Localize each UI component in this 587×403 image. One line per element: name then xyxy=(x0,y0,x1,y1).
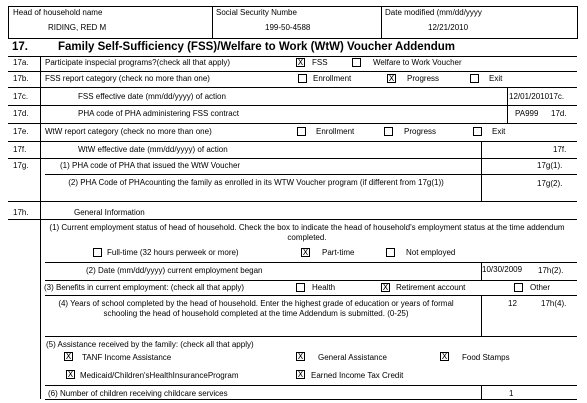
general-information-heading: General Information xyxy=(74,208,145,217)
hoh-label: Head of household name xyxy=(13,8,103,17)
retirement-account-label: Retirement account xyxy=(396,283,466,292)
wtw-progress-checkbox[interactable] xyxy=(384,127,393,136)
full-time-checkbox[interactable] xyxy=(93,248,102,257)
row-17a-label: Participate inspecial programs?(check all that apply) xyxy=(45,58,230,67)
tanf-label: TANF Income Assistance xyxy=(82,353,172,362)
section-number: 17. xyxy=(12,41,28,53)
row-rule xyxy=(8,71,577,72)
wtw-progress-label: Progress xyxy=(404,127,437,136)
row-rule xyxy=(45,399,577,400)
childcare-count-value[interactable]: 1 xyxy=(509,389,514,398)
years-of-school-question: (4) Years of school completed by the head of household. Enter the highest grade of education or years of formal schooling the head of household completed at the time Addendum is submitted. (0-25) xyxy=(58,299,454,318)
wtw-exit-label: Exit xyxy=(492,127,506,136)
other-benefit-label: Other xyxy=(530,283,551,292)
row-17e-number: 17e. xyxy=(13,127,29,136)
medicaid-chip-checkbox[interactable]: X xyxy=(67,370,74,379)
fss-option-label: FSS xyxy=(312,58,328,67)
wtw-exit-checkbox[interactable] xyxy=(473,127,482,136)
value-column-rule xyxy=(481,385,482,399)
header-bottom-rule xyxy=(8,38,577,39)
row-rule xyxy=(45,385,577,386)
ssn-label: Social Security Numbe xyxy=(216,8,297,17)
fss-enrollment-label: Enrollment xyxy=(313,74,352,83)
eitc-label: Earned Income Tax Credit xyxy=(311,371,404,380)
tanf-checkbox[interactable]: X xyxy=(65,352,72,361)
fss-effective-date-value[interactable]: 12/01/2010 xyxy=(509,92,550,101)
food-stamps-label: Food Stamps xyxy=(462,353,510,362)
other-benefit-checkbox[interactable] xyxy=(514,283,523,292)
row-17a-number: 17a. xyxy=(13,58,29,67)
full-time-label: Full-time (32 hours perweek or more) xyxy=(107,248,239,257)
header-divider-1 xyxy=(212,6,213,39)
header-left-rule xyxy=(8,6,9,39)
date-modified-value[interactable]: 12/21/2010 xyxy=(428,23,469,32)
part-time-label: Part-time xyxy=(322,248,355,257)
employment-date-label: (2) Date (mm/dd/yyyy) current employment began xyxy=(86,266,263,275)
header-top-rule xyxy=(8,6,577,7)
row-rule xyxy=(8,158,577,159)
label-column-rule xyxy=(40,56,41,399)
childcare-label: (6) Number of children receiving childcare services xyxy=(48,389,228,398)
hoh-value[interactable]: RIDING, RED M xyxy=(48,23,107,32)
general-assistance-checkbox[interactable]: X xyxy=(297,352,304,361)
benefits-label: (3) Benefits in current employment: (check all that apply) xyxy=(44,283,245,292)
row-17c-tag: 17c. xyxy=(549,92,565,101)
wtw-enrollment-label: Enrollment xyxy=(316,127,355,136)
fss-progress-checkbox[interactable]: X xyxy=(388,74,395,83)
date-modified-label: Date modified (mm/dd/yyyy xyxy=(385,8,482,17)
row-rule xyxy=(45,174,577,175)
fss-progress-label: Progress xyxy=(407,74,440,83)
welfare-to-work-option-label: Welfare to Work Voucher xyxy=(373,58,462,67)
row-17e-label: WtW report category (check no more than one) xyxy=(45,127,212,136)
row-rule xyxy=(45,295,577,296)
row-17h-number: 17h. xyxy=(13,208,29,217)
eitc-checkbox[interactable]: X xyxy=(297,370,304,379)
general-assistance-label: General Assistance xyxy=(318,353,387,362)
ssn-value[interactable]: 199-50-4588 xyxy=(265,23,311,32)
row-rule xyxy=(8,141,577,142)
employment-status-question: (1) Current employment status of head of household. Check the box to indicate the head of household's employment status at the time addendum completed. xyxy=(49,223,565,242)
fss-exit-checkbox[interactable] xyxy=(470,74,479,83)
title-bottom-rule xyxy=(8,56,577,57)
row-rule xyxy=(45,336,577,337)
health-checkbox[interactable] xyxy=(296,283,305,292)
health-label: Health xyxy=(312,283,336,292)
fss-exit-label: Exit xyxy=(489,74,503,83)
employment-date-value[interactable]: 10/30/2009 xyxy=(482,265,523,274)
row-17f-tag: 17f. xyxy=(553,145,567,154)
header-divider-2 xyxy=(381,6,382,39)
row-17g2-label: (2) PHA Code of PHAcounting the family as enrolled in its WTW Voucher program (if different from 17g(1)) xyxy=(68,178,444,187)
row-17g2-tag: 17g(2). xyxy=(537,179,563,188)
row-rule xyxy=(8,219,577,220)
welfare-to-work-checkbox[interactable] xyxy=(352,58,361,67)
row-17b-label: FSS report category (check no more than one) xyxy=(45,74,210,83)
not-employed-label: Not employed xyxy=(406,248,456,257)
row-17g1-tag: 17g(1). xyxy=(537,161,563,170)
row-17f-label: WtW effective date (mm/dd/yyyy) of action xyxy=(78,145,228,154)
wtw-enrollment-checkbox[interactable] xyxy=(297,127,306,136)
medicaid-chip-label: Medicaid/Children'sHealthInsuranceProgram xyxy=(80,371,239,380)
assistance-label: (5) Assistance received by the family: (check all that apply) xyxy=(46,340,254,349)
row-17b-number: 17b. xyxy=(13,74,29,83)
header-right-rule xyxy=(577,6,578,39)
years-of-school-tag: 17h(4). xyxy=(541,299,567,308)
fss-pha-code-value[interactable]: PA999 xyxy=(515,109,539,118)
value-column-rule xyxy=(481,141,482,201)
row-rule xyxy=(45,280,577,281)
page-title: Family Self-Sufficiency (FSS)/Welfare to Work (WtW) Voucher Addendum xyxy=(58,41,455,53)
row-17g1-label: (1) PHA code of PHA that issued the WtW Voucher xyxy=(60,161,241,170)
row-rule xyxy=(8,123,577,124)
row-17f-number: 17f. xyxy=(13,145,27,154)
not-employed-checkbox[interactable] xyxy=(386,248,395,257)
row-17d-label: PHA code of PHA administering FSS contract xyxy=(78,109,239,118)
row-rule xyxy=(45,262,577,263)
row-rule xyxy=(8,87,577,88)
row-17g-number: 17g. xyxy=(13,161,29,170)
part-time-checkbox[interactable]: X xyxy=(302,248,309,257)
row-rule xyxy=(8,105,577,106)
row-17c-label: FSS effective date (mm/dd/yyyy) of action xyxy=(78,92,226,101)
row-17d-number: 17d. xyxy=(13,109,29,118)
fss-enrollment-checkbox[interactable] xyxy=(298,74,307,83)
row-17c-number: 17c. xyxy=(13,92,29,101)
years-of-school-value[interactable]: 12 xyxy=(508,299,517,308)
row-rule xyxy=(8,201,577,202)
employment-date-tag: 17h(2). xyxy=(538,266,564,275)
food-stamps-checkbox[interactable]: X xyxy=(441,352,448,361)
retirement-account-checkbox[interactable]: X xyxy=(382,283,389,292)
row-17d-tag: 17d. xyxy=(551,109,567,118)
value-column-rule xyxy=(481,295,482,336)
fss-checkbox[interactable]: X xyxy=(297,58,304,67)
